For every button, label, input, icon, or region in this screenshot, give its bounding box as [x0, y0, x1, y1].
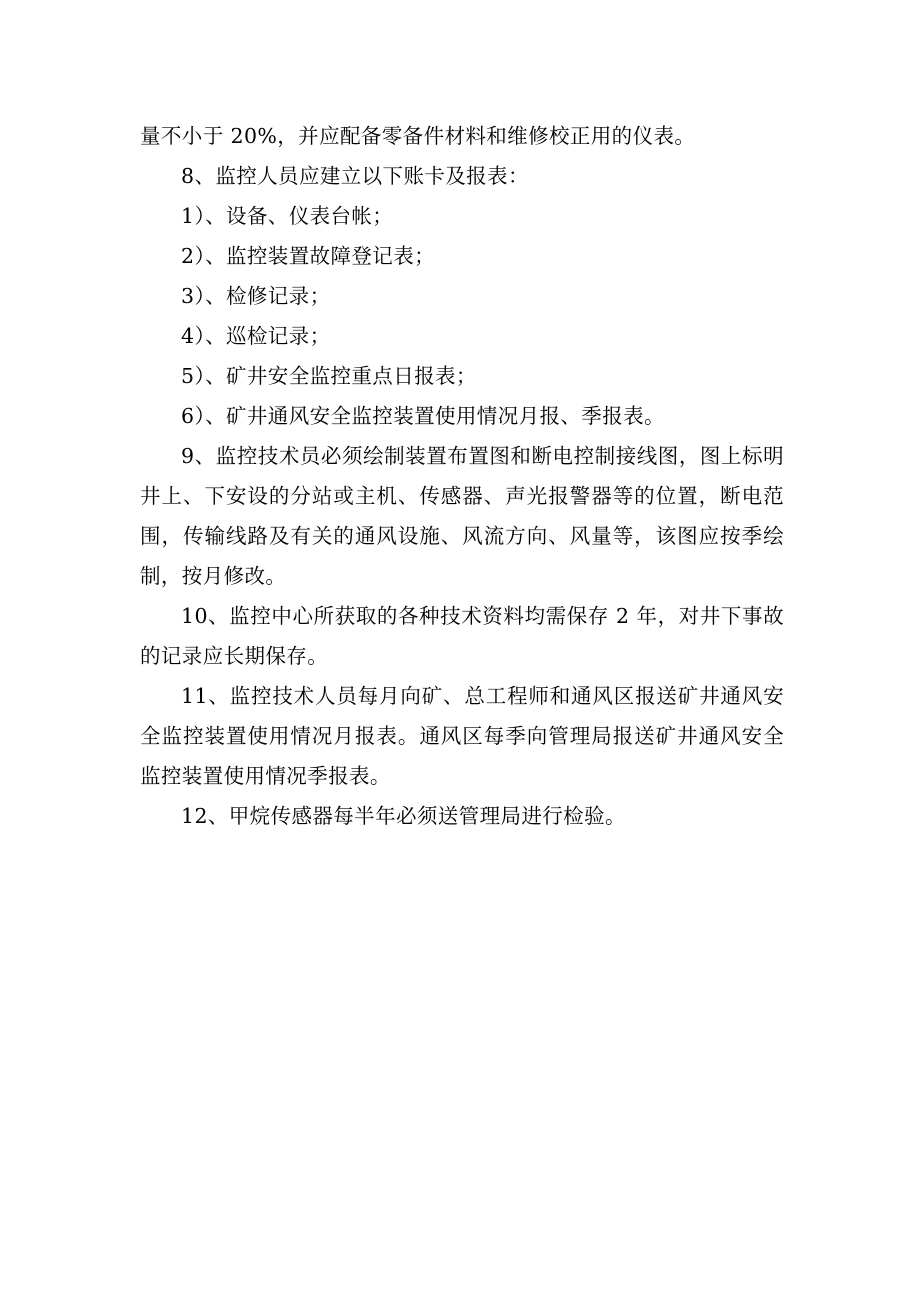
paragraph-subitem-5: 5）、矿井安全监控重点日报表； — [181, 364, 477, 388]
paragraph-subitem-1: 1）、设备、仪表台帐； — [181, 204, 394, 228]
paragraph-item-11: 11、监控技术人员每月向矿、总工程师和通风区报送矿井通风安全监控装置使用情况月报表。通风区每季向管理局报送矿井通风安全监控装置使用情况季报表。 — [140, 684, 784, 788]
paragraph-item-10: 10、监控中心所获取的各种技术资料均需保存 2 年，对井下事故的记录应长期保存。 — [140, 604, 784, 668]
document-page — [140, 116, 784, 836]
paragraph-subitem-3: 3）、检修记录； — [181, 284, 331, 308]
paragraph-subitem-6: 6）、矿井通风安全监控装置使用情况月报、季报表。 — [181, 404, 665, 428]
paragraph-subitem-4: 4）、巡检记录； — [181, 324, 331, 348]
paragraph-item-12: 12、甲烷传感器每半年必须送管理局进行检验。 — [181, 804, 626, 828]
paragraph-continued: 量不小于 20%，并应配备零备件材料和维修校正用的仪表。 — [140, 124, 696, 148]
paragraph-item-8: 8、监控人员应建立以下账卡及报表： — [181, 164, 529, 188]
paragraph-item-9: 9、监控技术员必须绘制装置布置图和断电控制接线图，图上标明井上、下安设的分站或主机、传感器、声光报警器等的位置，断电范围，传输线路及有关的通风设施、风流方向、风量等，该图应按季绘制，按月修改。 — [140, 444, 784, 588]
paragraph-subitem-2: 2）、监控装置故障登记表； — [181, 244, 435, 268]
